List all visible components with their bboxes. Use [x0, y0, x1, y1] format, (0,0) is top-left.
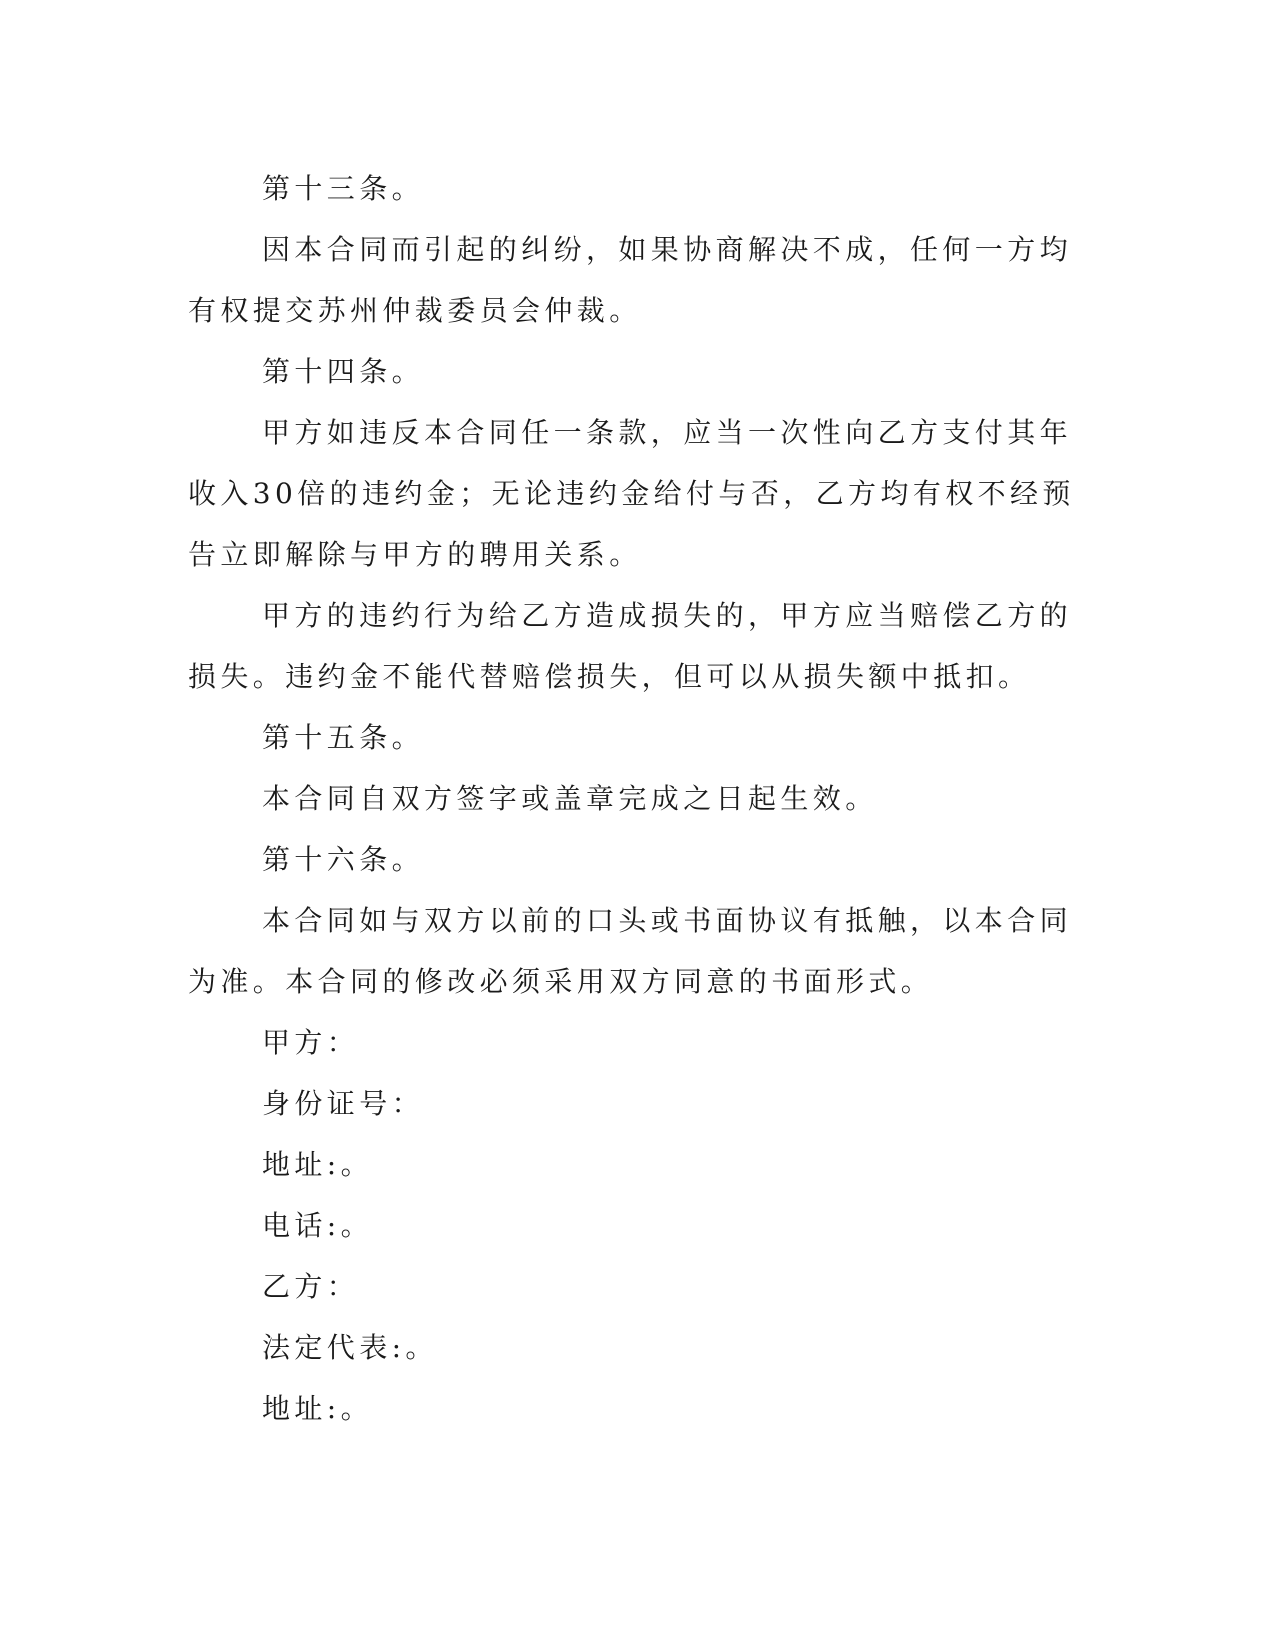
party-a-phone: 电话:。 — [262, 1209, 374, 1242]
party-a-id-number: 身份证号： — [262, 1087, 425, 1120]
article-13-heading: 第十三条。 — [262, 172, 425, 205]
article-13-body: 因本合同而引起的纠纷，如果协商解决不成，任何一方均有权提交苏州仲裁委员会仲裁。 — [188, 233, 1073, 327]
document-page — [188, 158, 1088, 1439]
article-16-body: 本合同如与双方以前的口头或书面协议有抵触，以本合同为准。本合同的修改必须采用双方同意的书面形式。 — [188, 904, 1073, 998]
article-14-heading: 第十四条。 — [262, 355, 425, 388]
article-15-body: 本合同自双方签字或盖章完成之日起生效。 — [262, 782, 878, 815]
party-a-label: 甲方： — [262, 1026, 360, 1059]
article-14-body-1: 甲方如违反本合同任一条款，应当一次性向乙方支付其年收入30倍的违约金；无论违约金给付与否，乙方均有权不经预告立即解除与甲方的聘用关系。 — [188, 416, 1075, 571]
article-16-heading: 第十六条。 — [262, 843, 425, 876]
party-b-address: 地址:。 — [262, 1392, 374, 1425]
article-15-heading: 第十五条。 — [262, 721, 425, 754]
article-14-body-2: 甲方的违约行为给乙方造成损失的，甲方应当赔偿乙方的损失。违约金不能代替赔偿损失，但可以从损失额中抵扣。 — [188, 599, 1073, 693]
party-a-address: 地址:。 — [262, 1148, 374, 1181]
party-b-label: 乙方： — [262, 1270, 360, 1303]
party-b-legal-representative: 法定代表:。 — [262, 1331, 438, 1364]
